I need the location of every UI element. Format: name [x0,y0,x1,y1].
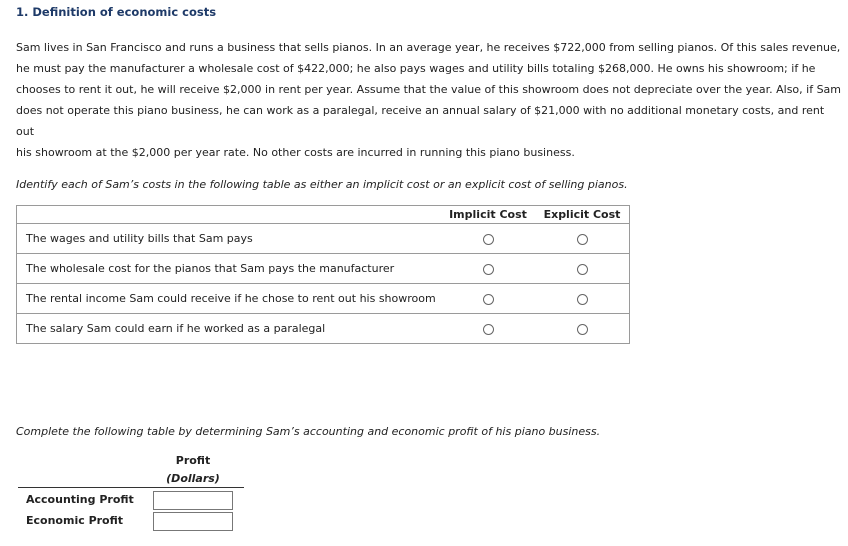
explicit-cost-header: Explicit Cost [535,206,630,224]
problem-paragraph [16,37,841,163]
profit-header-label: Profit [175,454,211,467]
implicit-radio-wages[interactable] [483,234,494,245]
explicit-radio-rental[interactable] [577,294,588,305]
paragraph-line: does not operate this piano business, he can work as a paralegal, receive an annual salary of $21,000 with no additional monetary costs, and rent out [16,104,825,138]
table-row [17,284,630,314]
paragraph-line: he must pay the manufacturer a wholesale cost of $422,000; he also pays wages and utility bills totaling $268,000. He owns his showroom; if he [16,62,816,75]
profit-column-header [153,454,233,488]
explicit-radio-wages[interactable] [577,234,588,245]
accounting-profit-label: Accounting Profit [26,493,134,506]
row-label-wages: The wages and utility bills that Sam pays [17,224,442,254]
accounting-profit-input[interactable] [153,491,233,510]
row-label-rental: The rental income Sam could receive if he chose to rent out his showroom [17,284,442,314]
table-row [17,314,630,344]
profit-table-instruction: Complete the following table by determining Sam’s accounting and economic profit of his piano business. [16,425,601,438]
implicit-radio-rental[interactable] [483,294,494,305]
blank-header [17,206,442,224]
implicit-radio-wholesale[interactable] [483,264,494,275]
paragraph-line: chooses to rent it out, he will receive $2,000 in rent per year. Assume that the value of this showroom does not depreciate over the year. Also, if Sam [16,83,842,96]
explicit-radio-salary[interactable] [577,324,588,335]
profit-header-unit: (Dollars) [166,472,220,485]
paragraph-line: his showroom at the $2,000 per year rate. No other costs are incurred in running this piano business. [16,146,575,159]
implicit-radio-salary[interactable] [483,324,494,335]
table-row [17,254,630,284]
table-row [17,224,630,254]
profit-header-rule [18,487,244,488]
paragraph-line: Sam lives in San Francisco and runs a business that sells pianos. In an average year, he receives $722,000 from selling pianos. Of this sales revenue, [16,41,841,54]
row-label-wholesale: The wholesale cost for the pianos that Sam pays the manufacturer [17,254,442,284]
row-label-salary: The salary Sam could earn if he worked as a paralegal [17,314,442,344]
implicit-cost-header: Implicit Cost [441,206,535,224]
economic-profit-label: Economic Profit [26,514,124,527]
explicit-radio-wholesale[interactable] [577,264,588,275]
cost-table-instruction: Identify each of Sam’s costs in the following table as either an implicit cost or an explicit cost of selling pianos. [16,178,628,191]
economic-profit-input[interactable] [153,512,233,531]
cost-classification-table [16,205,630,344]
question-title: 1. Definition of economic costs [16,5,217,19]
